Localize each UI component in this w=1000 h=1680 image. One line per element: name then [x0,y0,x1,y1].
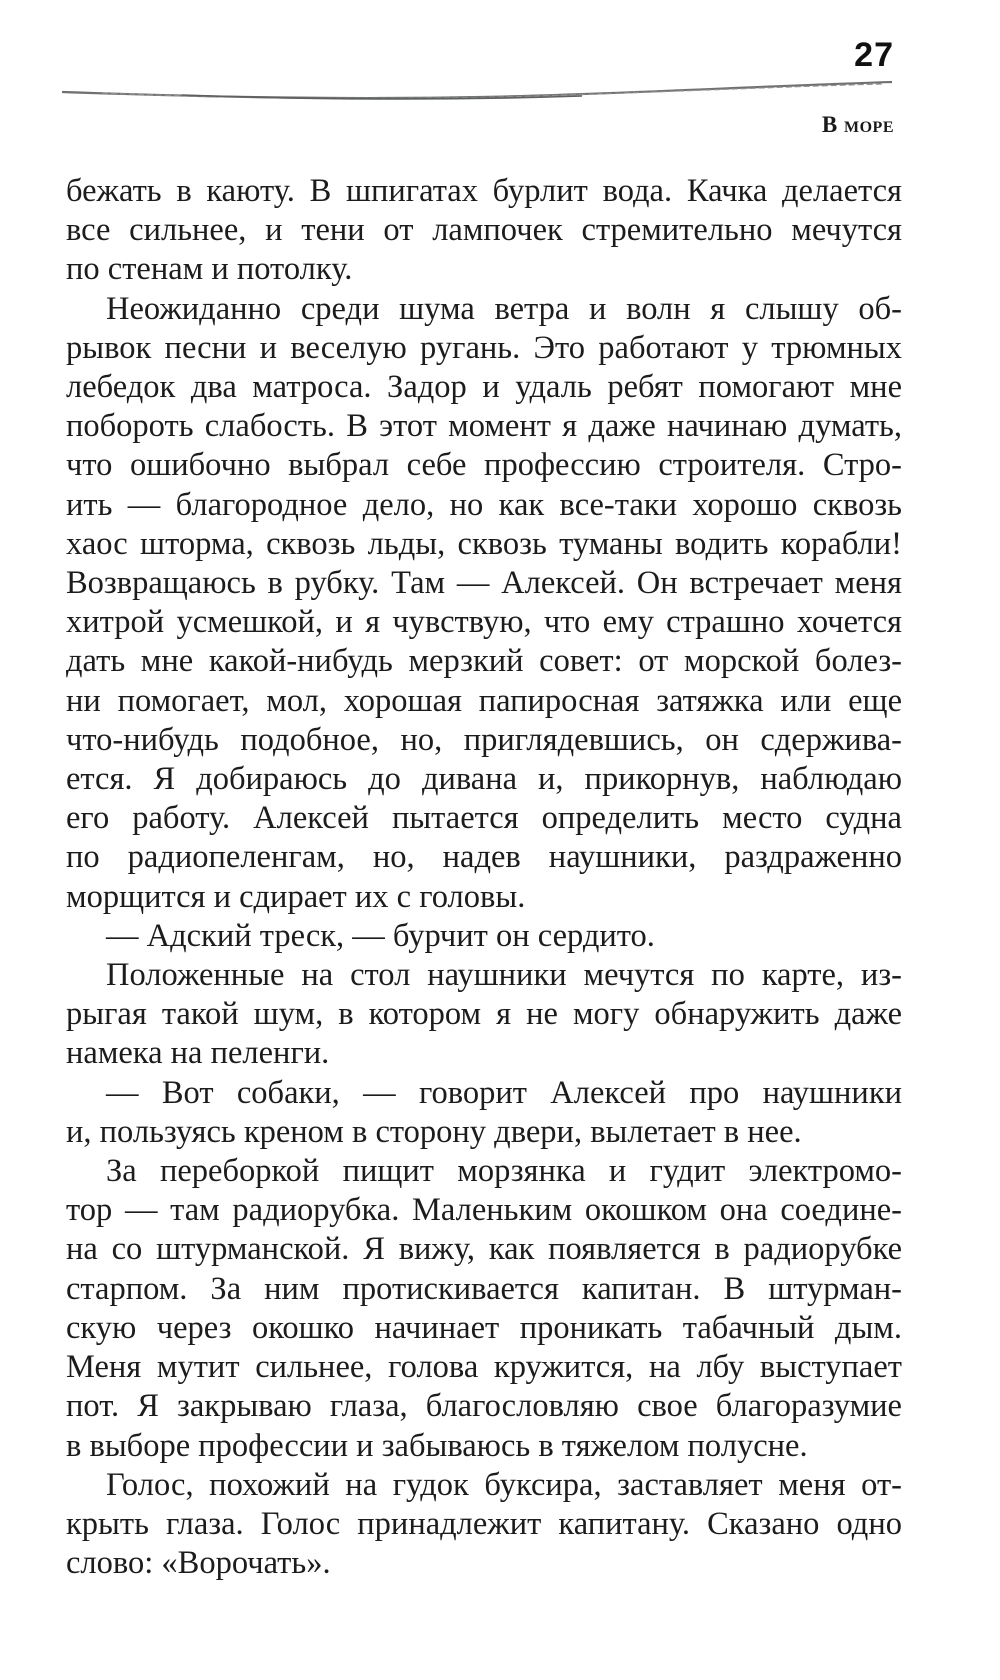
text-line: рыгая такой шум, в котором я не могу обнаружить даже [66,996,902,1033]
text-line: все сильнее, и тени от лампочек стремительно мечутся [66,212,902,249]
text-line: Положенные на стол наушники мечутся по карте, из- [106,957,902,994]
text-line: Меня мутит сильнее, голова кружится, на лбу выступает [66,1349,902,1386]
text-line: старпом. За ним протискивается капитан. В штурман- [66,1270,902,1307]
text-line: крыть глаза. Голос принадлежит капитану. Сказано одно [66,1505,902,1542]
running-title: В море [821,112,894,137]
text-line: что ошибочно выбрал себе профессию строителя. Стро- [66,447,902,484]
text-line: ни помогает, мол, хорошая папиросная затяжка или еще [66,682,902,719]
text-line: За переборкой пищит морзянка и гудит электромо- [106,1153,902,1190]
text-line: лебедок два матроса. Задор и удаль ребят помогают мне [66,369,902,406]
text-line: ить — благородное дело, но как все-таки хорошо сквозь [66,486,902,523]
text-line: побороть слабость. В этот момент я даже начинаю думать, [66,408,902,445]
text-line: ется. Я добираюсь до дивана и, прикорнув, наблюдаю [66,761,902,798]
text-line: в выборе профессии и забываюсь в тяжелом полусне. [66,1427,808,1464]
text-line: хитрой усмешкой, и я чувствую, что ему страшно хочется [66,604,902,641]
text-line: и, пользуясь креном в сторону двери, вылетает в нее. [66,1113,802,1150]
text-line: Возвращаюсь в рубку. Там — Алексей. Он встречает меня [66,565,902,602]
text-line: пот. Я закрываю глаза, благословляю свое благоразумие [66,1388,902,1425]
text-line: скую через окошко начинает проникать табачный дым. [66,1309,902,1346]
text-line: тор — там радиорубка. Маленьким окошком она соедине- [66,1192,902,1229]
text-line: Голос, похожий на гудок буксира, заставляет меня от- [106,1466,902,1503]
text-line: рывок песни и веселую ругань. Это работают у трюмных [66,329,902,366]
text-line: морщится и сдирает их с головы. [66,878,526,915]
body-text [66,172,902,1583]
text-line: по радиопеленгам, но, надев наушники, раздраженно [66,839,902,876]
text-line: хаос шторма, сквозь льды, сквозь туманы водить корабли! [66,525,902,562]
text-line: дать мне какой-нибудь мерзкий совет: от морской болез- [66,643,902,680]
text-line: бежать в каюту. В шпигатах бурлит вода. Качка делается [66,173,902,209]
text-line: на со штурманской. Я вижу, как появляется в радиорубке [66,1231,902,1268]
text-line: слово: «Ворочать». [66,1545,331,1582]
text-line: намека на пеленги. [66,1035,330,1072]
text-line: его работу. Алексей пытается определить место судна [66,800,902,837]
text-line: — Адский треск, — бурчит он сердито. [106,917,655,954]
text-line: что-нибудь подобное, но, приглядевшись, он сдержива- [66,721,902,758]
header-rule [62,78,892,108]
text-line: по стенам и потолку. [66,251,353,288]
text-line: Неожиданно среди шума ветра и волн я слышу об- [106,290,902,327]
text-line: — Вот собаки, — говорит Алексей про наушники [106,1074,902,1111]
page-number: 27 [854,36,894,74]
